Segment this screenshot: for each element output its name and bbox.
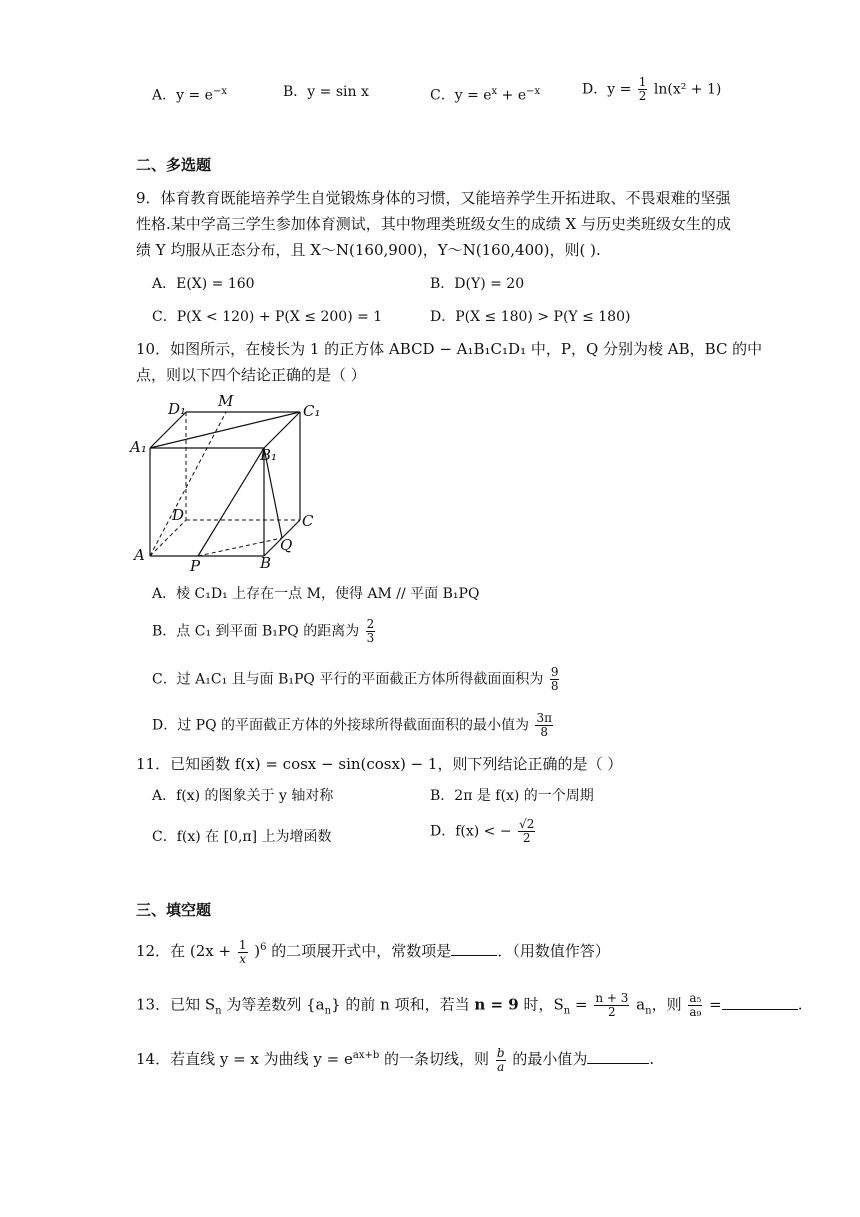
label-a1: A₁	[130, 438, 147, 456]
section-title-fill-in: 三、填空题	[136, 901, 212, 919]
label-b: B	[260, 554, 272, 572]
q12-answer-blank[interactable]	[451, 941, 497, 956]
q8-option-d: D．y = $\frac{1}{2}$ ln(x² + 1)	[582, 75, 722, 103]
q10-option-b: B．点 C₁ 到平面 B₁PQ 的距离为 $\frac{2}{3}$	[152, 617, 375, 645]
q9-option-c: C．P(X < 120) + P(X ≤ 200) = 1	[152, 309, 383, 325]
q9-option-b: B．D(Y) = 20	[430, 276, 525, 292]
q9-line-3: 绩 Y 均服从正态分布，且 X～N(160,900)，Y～N(160,400)，则( ).	[136, 241, 601, 259]
q8-option-c: C．$y = e^x + e^{-x}$	[430, 86, 541, 104]
q10-line-2: 点，则以下四个结论正确的是（ ）	[136, 366, 366, 384]
q13-answer-blank[interactable]	[722, 995, 798, 1010]
q9-line-2: 性格.某中学高三学生参加体育测试，其中物理类班级女生的成绩 X 与历史类班级女生的成	[136, 215, 731, 233]
q10-line-1: 10．如图所示，在棱长为 1 的正方体 ABCD − A₁B₁C₁D₁ 中，P，Q 分别为棱 AB，BC 的中	[136, 340, 763, 358]
q12-line: 12．在 (2x + $\frac{1}{x}$ )$^6$ 的二项展开式中，常数项是 ．（用数值作答）	[136, 937, 610, 966]
q9-option-d: D．P(X ≤ 180) > P(Y ≤ 180)	[430, 309, 631, 325]
label-b1: B₁	[260, 446, 278, 464]
q14-answer-blank[interactable]	[587, 1049, 649, 1064]
label-c: C	[302, 512, 314, 530]
section-title-multiple-choice: 二、多选题	[136, 156, 212, 174]
label-d: D	[172, 506, 185, 524]
q8-option-a: A．$y = e^{-x}$	[152, 86, 227, 104]
q10-option-c: C．过 A₁C₁ 且与面 B₁PQ 平行的平面截正方体所得截面面积为 $\frac{9}{8}$	[152, 665, 559, 693]
label-a: A	[134, 546, 145, 564]
q11-option-d: D．f(x) < − $\frac{√2}{2}$	[430, 817, 535, 845]
q10-option-d: D．过 PQ 的平面截正方体的外接球所得截面面积的最小值为 $\frac{3\pi}{8}$	[152, 711, 553, 739]
q9-option-a: A．E(X) = 160	[152, 276, 255, 292]
q11-line-1: 11．已知函数 f(x) = cosx − sin(cosx) − 1，则下列结论正确的是（ ）	[136, 755, 623, 773]
q9-line-1: 9．体育教育既能培养学生自觉锻炼身体的习惯，又能培养学生开拓进取、不畏艰难的坚强	[136, 189, 731, 207]
q11-option-a: A．f(x) 的图象关于 y 轴对称	[152, 788, 334, 804]
label-q: Q	[280, 536, 293, 554]
q10-option-a: A．棱 C₁D₁ 上存在一点 M，使得 AM // 平面 B₁PQ	[152, 586, 480, 602]
label-p: P	[190, 557, 201, 572]
q13-line: 13．已知 $S_n$ 为等差数列 $\{a_n\}$ 的前 n 项和，若当 n = 9 时，$S_n$ = $\frac{n + 3}{2}$ $a_n$，则 $\frac{\text{a₅}}{\text{a₉}}$ = .	[136, 991, 803, 1019]
q8-option-b: B．y = sin x	[283, 84, 369, 100]
q11-option-c: C．f(x) 在 [0,π] 上为增函数	[152, 829, 332, 845]
label-d1: D₁	[168, 400, 187, 418]
cube-figure	[128, 392, 328, 572]
label-c1: C₁	[303, 402, 321, 420]
q14-line: 14．若直线 y = x 为曲线 $y = e^{ax+b}$ 的一条切线，则 $\frac{b}{a}$ 的最小值为 .	[136, 1045, 655, 1074]
label-m: M	[218, 392, 234, 410]
q11-option-b: B．2π 是 f(x) 的一个周期	[430, 788, 594, 804]
